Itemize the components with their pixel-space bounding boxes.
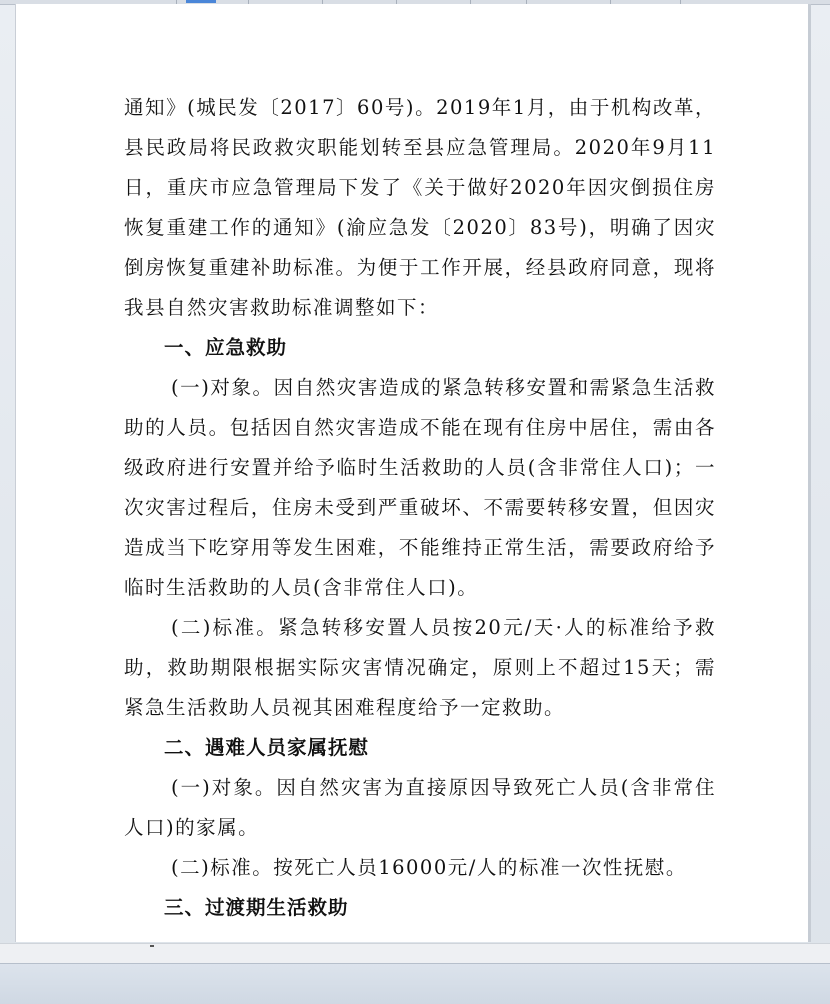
heading-victim-family-comfort: 二、遇难人员家属抚慰 — [164, 736, 370, 759]
document-page[interactable] — [15, 4, 810, 942]
paragraph-victim-target: (一)对象。因自然灾害为直接原因导致死亡人员(含非常住人口)的家属。 — [124, 776, 716, 839]
heading-emergency-relief: 一、应急救助 — [164, 336, 288, 359]
page-edge-shadow — [808, 4, 811, 942]
paragraph-emergency-standard: (二)标准。紧急转移安置人员按20元/天·人的标准给予救助，救助期限根据实际灾害情况确定，原则上不超过15天；需紧急生活救助人员视其困难程度给予一定救助。 — [124, 616, 716, 719]
page-content — [124, 88, 716, 928]
ruler-indent-marker[interactable] — [186, 0, 216, 3]
text-cursor-mark — [150, 945, 154, 947]
paragraph-victim-standard: (二)标准。按死亡人员16000元/人的标准一次性抚慰。 — [171, 856, 687, 879]
paragraph-emergency-target: (一)对象。因自然灾害造成的紧急转移安置和需紧急生活救助的人员。包括因自然灾害造成不能在现有住房中居住，需由各级政府进行安置并给予临时生活救助的人员(含非常住人口)；一次灾害过程后，住房未受到严重破坏、不需要转移安置，但因灾造成当下吃穿用等发生困难，不能维持正常生活，需要政府给予临时生活救助的人员(含非常住人口)。 — [124, 376, 716, 599]
paragraph-intro: 通知》(城民发〔2017〕60号)。2019年1月，由于机构改革，县民政局将民政救灾职能划转至县应急管理局。2020年9月11日，重庆市应急管理局下发了《关于做好2020年因灾倒损住房恢复重建工作的通知》(渝应急发〔2020〕83号)，明确了因灾倒房恢复重建补助标准。为便于工作开展，经县政府同意，现将我县自然灾害救助标准调整如下： — [124, 96, 716, 319]
heading-transition-relief: 三、过渡期生活救助 — [164, 896, 349, 919]
status-bar — [0, 963, 830, 1004]
page-gap — [0, 943, 830, 964]
